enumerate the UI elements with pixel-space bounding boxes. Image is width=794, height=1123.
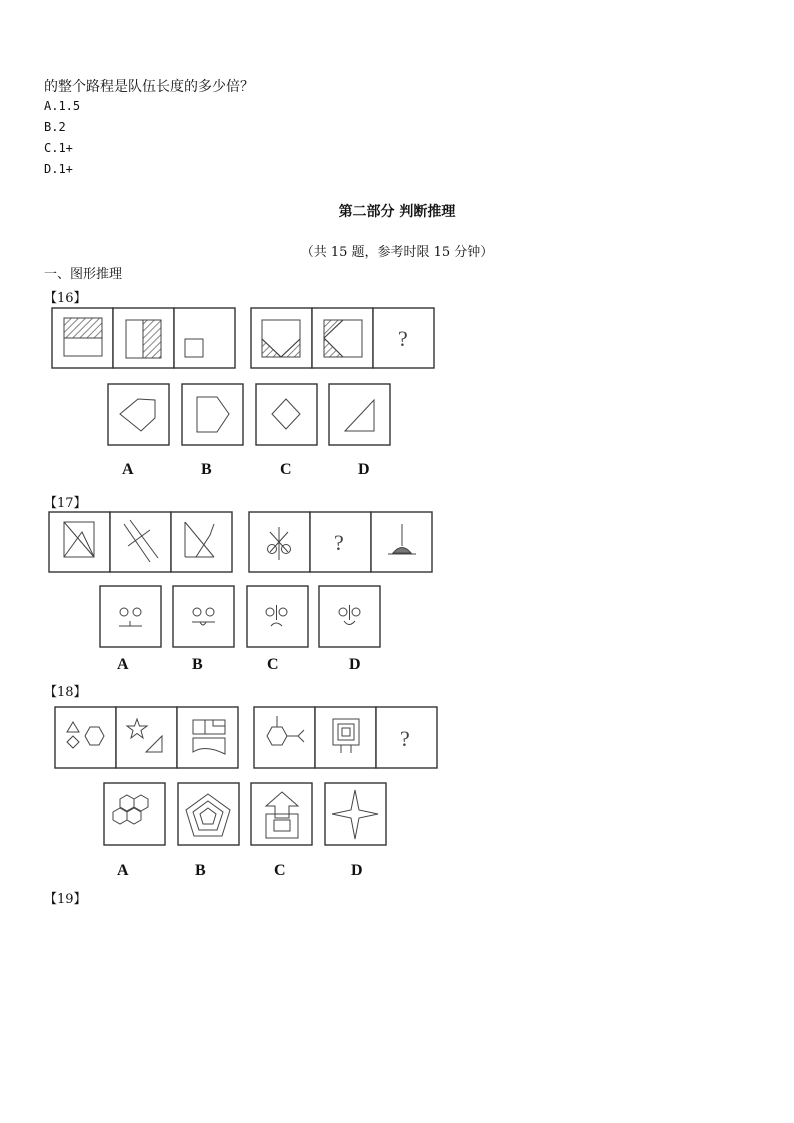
q17-question-mark: ?: [334, 530, 344, 555]
q16-question-cell-4: [251, 308, 312, 368]
q17-answer-a: [100, 586, 161, 647]
q15-option-b: B.2: [44, 120, 66, 134]
q17-letter-c: C: [267, 656, 279, 673]
q18-letter-b: B: [195, 862, 206, 879]
q17-question-cell-6: [371, 512, 432, 572]
q18-question-mark: ?: [400, 726, 410, 751]
q17-letter-d: D: [349, 656, 361, 673]
q16-answer-d: [329, 384, 390, 445]
q16-question-cell-1: [52, 308, 113, 368]
q18-letter-c: C: [274, 862, 286, 879]
q17-answer-d: [319, 586, 380, 647]
q18-question-cell-2: [116, 707, 177, 768]
q18-answer-a: [104, 783, 165, 845]
q19-number: 【19】: [44, 892, 87, 907]
q17-letter-b: B: [192, 656, 203, 673]
q15-text: 的整个路程是队伍长度的多少倍？: [44, 79, 254, 95]
q17-question-cell-2: [110, 512, 171, 572]
q18-answer-d: [325, 783, 386, 845]
section-subtitle: （共 15 题，参考时限 15 分钟）: [300, 245, 494, 260]
q17-question-cell-4: [249, 512, 310, 572]
q18-answer-b: [178, 783, 239, 845]
q16-answer-a: [108, 384, 169, 445]
q16-question-cell-3: [174, 308, 235, 368]
q18-question-cell-4: [254, 707, 315, 768]
q18-question-cell-3: [177, 707, 238, 768]
q15-option-d: D.1+: [44, 162, 73, 176]
q18-answer-c: [251, 783, 312, 845]
q15-option-a: A.1.5: [44, 99, 81, 113]
q17-number: 【17】: [44, 496, 87, 511]
q16-answer-c: [256, 384, 317, 445]
q16-number: 【16】: [44, 291, 87, 306]
category-heading: 一、图形推理: [44, 267, 123, 282]
q16-letter-a: A: [122, 461, 134, 478]
q18-letter-a: A: [117, 862, 129, 879]
q17-answer-c: [247, 586, 308, 647]
q16-letter-b: B: [201, 461, 212, 478]
q17-question-cell-3: [171, 512, 232, 572]
q16-question-cell-2: [113, 308, 174, 368]
q16-answer-b: [182, 384, 243, 445]
q17-question-cell-1: [49, 512, 110, 572]
q17-letter-a: A: [117, 656, 129, 673]
q17-answer-b: [173, 586, 234, 647]
q18-number: 【18】: [44, 685, 87, 700]
q16-letter-d: D: [358, 461, 370, 478]
q15-option-c: C.1+: [44, 141, 73, 155]
q16-question-cell-5: [312, 308, 373, 368]
q18-question-cell-5: [315, 707, 376, 768]
q18-question-cell-1: [55, 707, 116, 768]
q16-letter-c: C: [280, 461, 292, 478]
section-title: 第二部分 判断推理: [338, 204, 456, 220]
q18-letter-d: D: [351, 862, 363, 879]
q16-question-mark: ?: [398, 326, 408, 351]
